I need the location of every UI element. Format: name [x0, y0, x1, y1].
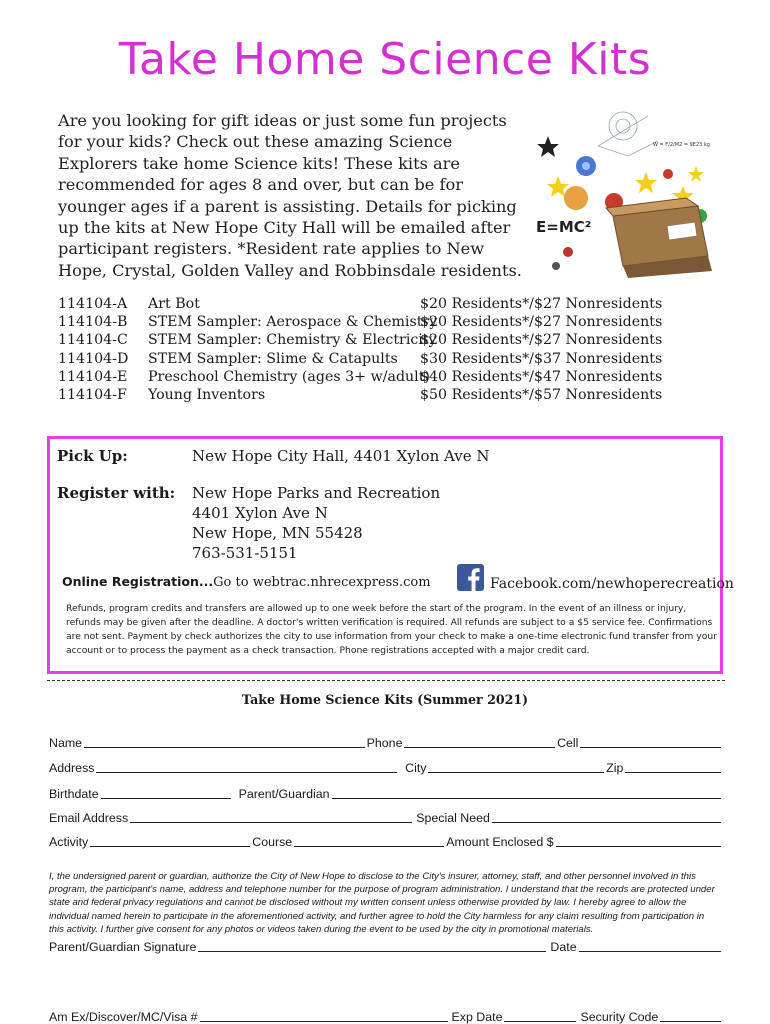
special-need-field[interactable] [492, 811, 721, 823]
register-phone: 763-531-5151 [192, 544, 298, 562]
form-row-payment [49, 1010, 723, 1024]
kit-name: Art Bot [148, 296, 200, 312]
kit-price: $40 Residents*/$47 Nonresidents [420, 368, 663, 385]
form-row-birthdate [49, 787, 723, 801]
register-line: 4401 Xylon Ave N [192, 504, 328, 522]
signature-field-label: Parent/Guardian Signature [49, 940, 197, 954]
exp-date-field-label: Exp Date [451, 1010, 503, 1024]
cut-line-divider [47, 680, 725, 681]
course-field[interactable] [294, 835, 444, 847]
kit-price: $20 Residents*/$27 Nonresidents [420, 296, 663, 312]
amount-field[interactable] [556, 835, 721, 847]
kit-code: 114104-A [58, 296, 128, 312]
special-need-field-label: Special Need [416, 811, 490, 825]
intro-paragraph: Are you looking for gift ideas or just some fun projects for your kids? Check out these amazing Science Explorers take home Science kits! These kits are recommended for ages 8 and over, but can be for younger ages if a parent is assisting. Details for picking up the kits at New Hope City Hall will be emailed after participant registers. *Resident rate applies to New Hope, Crystal, Golden Valley and Robbinsdale residents. [58, 111, 522, 280]
cell-field[interactable] [580, 736, 721, 748]
exp-date-field[interactable] [504, 1010, 576, 1022]
phone-field[interactable] [404, 736, 555, 748]
online-registration-link[interactable]: Go to webtrac.nhrecexpress.com [213, 575, 431, 590]
birthdate-field[interactable] [101, 787, 231, 799]
amount-field-label: Amount Enclosed $ [446, 835, 554, 849]
card-field-label: Am Ex/Discover/MC/Visa # [49, 1010, 198, 1024]
register-address [192, 483, 440, 563]
legal-authorization: I, the undersigned parent or guardian, authorize the City of New Hope to disclose to the City's insurer, attorney, staff, and other personnel involved in this program, the participant's name, address and telephone number for the purpose of program administration. I understand that the records are protected under state and federal privacy regulations and cannot be disclosed without my written consent unless otherwise provided by law. I hereby agree to allow the individual named herein to participate in the aforementioned activity, and further agree to hold the City harmless for any claim resulting from participation in this activity. I further give consent for any photos or videos taken during the event to be used by the city in promotional materials. [49, 871, 715, 935]
date-field[interactable] [579, 940, 721, 952]
facebook-link[interactable]: Facebook.com/newhoperecreation [490, 576, 734, 592]
kit-name: Young Inventors [148, 386, 266, 403]
pickup-location: New Hope City Hall, 4401 Xylon Ave N [192, 447, 490, 465]
name-field-label: Name [49, 736, 83, 750]
form-row-name [49, 736, 723, 750]
register-label: Register with: [57, 484, 176, 502]
register-line: New Hope, MN 55428 [192, 524, 363, 542]
svg-text:W = F/2/M2 = 9E23 kg: W = F/2/M2 = 9E23 kg [653, 142, 710, 148]
activity-field[interactable] [90, 835, 250, 847]
kit-name: Preschool Chemistry (ages 3+ w/adult) [148, 368, 430, 385]
kit-name: STEM Sampler: Aerospace & Chemistry [148, 314, 438, 331]
security-code-field[interactable] [660, 1010, 721, 1022]
kit-code: 114104-E [58, 368, 128, 385]
science-kit-illustration [528, 106, 728, 282]
kit-price: $50 Residents*/$57 Nonresidents [420, 386, 663, 403]
parent-field-label: Parent/Guardian [238, 787, 330, 801]
kit-name: STEM Sampler: Chemistry & Electricity [148, 332, 437, 349]
security-code-field-label: Security Code [580, 1010, 659, 1024]
page-title: Take Home Science Kits [118, 34, 652, 85]
kit-code: 114104-C [58, 332, 128, 349]
kit-name: STEM Sampler: Slime & Catapults [148, 350, 398, 367]
kit-code: 114104-F [58, 386, 127, 403]
email-field-label: Email Address [49, 811, 129, 825]
zip-field[interactable] [625, 761, 721, 773]
name-field[interactable] [84, 736, 365, 748]
city-field[interactable] [428, 761, 604, 773]
kit-code: 114104-B [58, 314, 128, 331]
date-field-label: Date [550, 940, 577, 954]
parent-field[interactable] [332, 787, 721, 799]
signature-field[interactable] [198, 940, 546, 952]
online-registration-label: Online Registration... [62, 574, 214, 589]
register-line: New Hope Parks and Recreation [192, 484, 441, 502]
course-field-label: Course [252, 835, 293, 849]
city-field-label: City [405, 761, 427, 775]
form-row-signature [49, 940, 723, 954]
form-row-activity [49, 835, 723, 849]
facebook-icon[interactable] [457, 564, 484, 591]
kit-code: 114104-D [58, 350, 129, 367]
email-field[interactable] [130, 811, 412, 823]
pickup-label: Pick Up: [57, 447, 128, 465]
online-registration [62, 574, 431, 590]
phone-field-label: Phone [366, 736, 403, 750]
activity-field-label: Activity [49, 835, 89, 849]
form-row-email [49, 811, 723, 825]
formula-label: E=MC² [536, 218, 592, 236]
card-number-field[interactable] [200, 1010, 448, 1022]
birthdate-field-label: Birthdate [49, 787, 99, 801]
form-row-address [49, 761, 723, 775]
kit-price: $30 Residents*/$37 Nonresidents [420, 350, 663, 367]
zip-field-label: Zip [606, 761, 624, 775]
kit-price: $20 Residents*/$27 Nonresidents [420, 332, 663, 349]
star-icon [537, 136, 559, 157]
form-title: Take Home Science Kits (Summer 2021) [241, 692, 529, 707]
kit-price: $20 Residents*/$27 Nonresidents [420, 314, 663, 331]
address-field[interactable] [96, 761, 397, 773]
cell-field-label: Cell [557, 736, 579, 750]
refund-policy: Refunds, program credits and transfers are allowed up to one week before the start of the program. In the event of an illness or injury, refunds may be given after the deadline. A doctor's written verification is required. All refunds are subject to a $5 service fee. Confirmations are not sent. Payment by check authorizes the city to use information from your check to make a one-time electronic fund transfer from your account or to process the payment as a check transaction. Phone registrations accepted with a major credit card. [66, 603, 717, 657]
address-field-label: Address [49, 761, 95, 775]
